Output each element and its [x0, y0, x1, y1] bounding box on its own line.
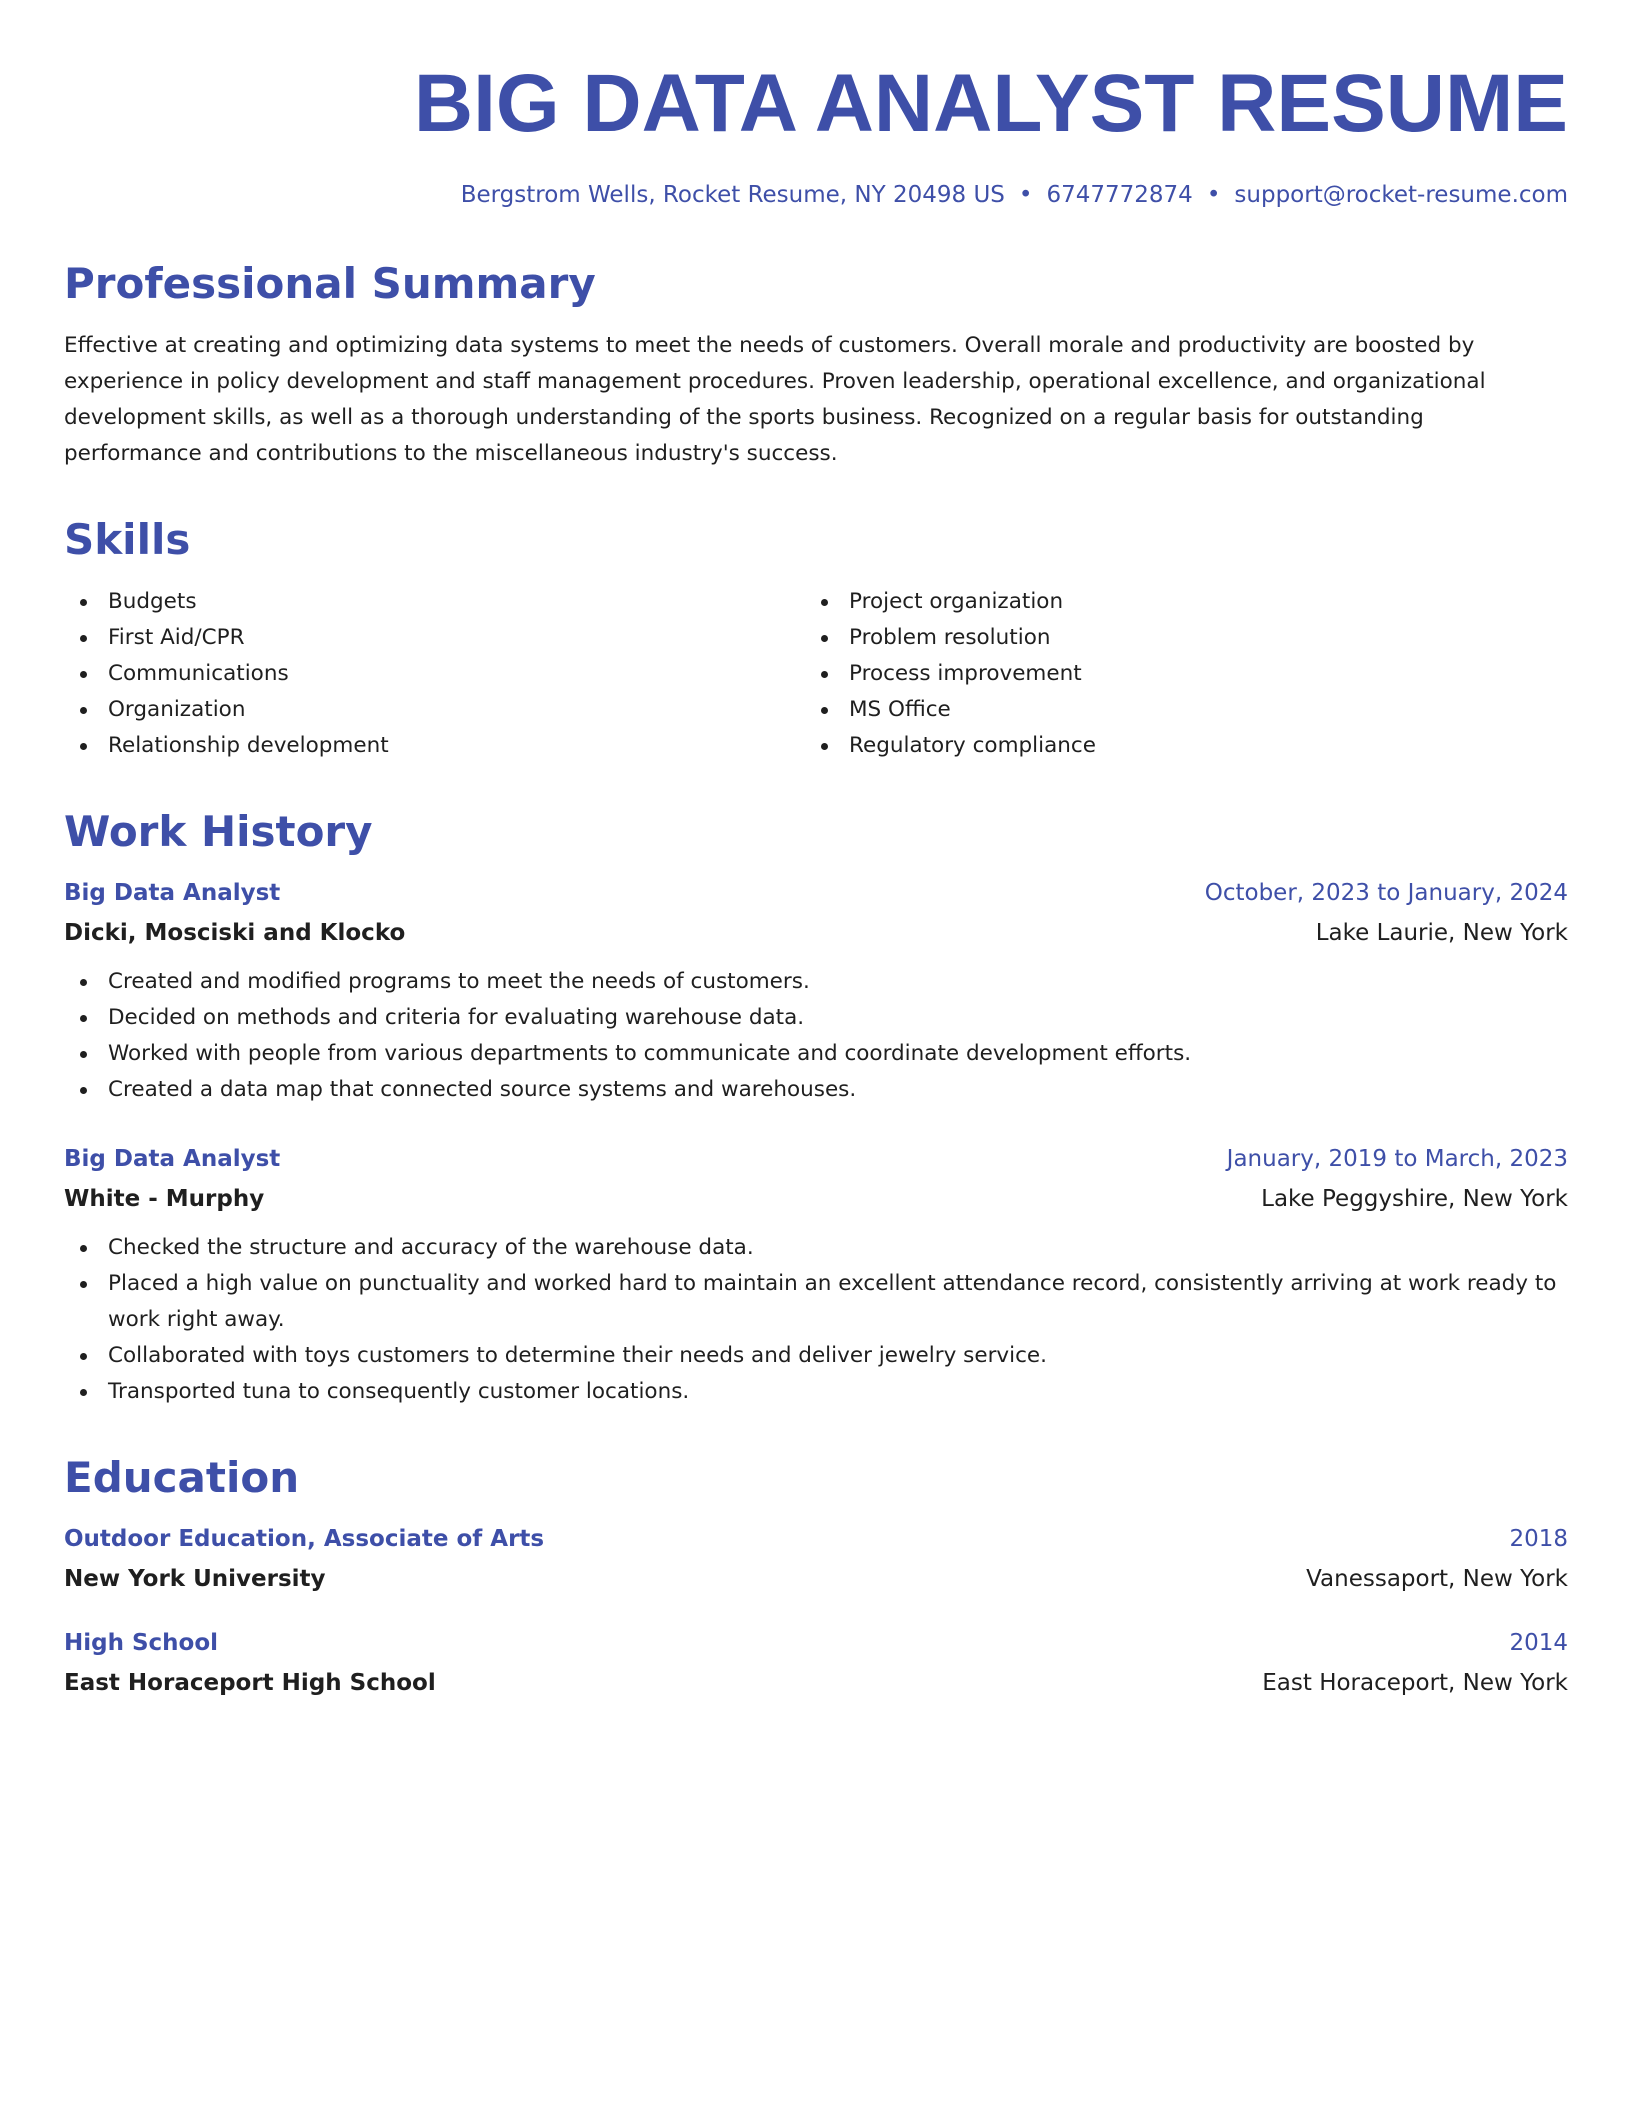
job-role: Big Data Analyst	[64, 1146, 281, 1172]
education-degree: High School	[64, 1630, 219, 1656]
job-bullets	[64, 1230, 1568, 1410]
job-bullet: Worked with people from various departments to communicate and coordinate development efforts.	[64, 1036, 1568, 1072]
contact-separator: •	[1206, 182, 1221, 208]
job-role: Big Data Analyst	[64, 880, 281, 906]
contact-line	[64, 180, 1568, 210]
job-location: Lake Laurie, New York	[1315, 920, 1568, 946]
education-location: Vanessaport, New York	[1306, 1566, 1568, 1592]
job-dates: October, 2023 to January, 2024	[1204, 880, 1568, 906]
job-dates: January, 2019 to March, 2023	[1226, 1146, 1568, 1172]
skill-item: Project organization	[805, 584, 1546, 620]
job-header-row	[64, 1142, 1568, 1176]
work-history-heading: Work History	[64, 807, 373, 856]
education-entry	[64, 1626, 1568, 1700]
job-bullet: Created and modified programs to meet the needs of customers.	[64, 964, 1568, 1000]
education-school-row	[64, 1556, 1568, 1596]
contact-email: support@rocket-resume.com	[1234, 182, 1568, 208]
skill-item: First Aid/CPR	[64, 620, 805, 656]
skill-item: Organization	[64, 692, 805, 728]
job-entry	[64, 876, 1568, 1108]
job-company: White - Murphy	[64, 1186, 265, 1212]
skill-item: Process improvement	[805, 656, 1546, 692]
education-heading: Education	[64, 1453, 300, 1502]
job-company: Dicki, Mosciski and Klocko	[64, 920, 406, 946]
education-year: 2014	[1509, 1630, 1568, 1656]
summary-heading: Professional Summary	[64, 259, 596, 308]
job-bullet: Collaborated with toys customers to determine their needs and deliver jewelry service.	[64, 1338, 1568, 1374]
job-bullet: Transported tuna to consequently customer locations.	[64, 1374, 1568, 1410]
skill-item: MS Office	[805, 692, 1546, 728]
skill-item: Regulatory compliance	[805, 728, 1546, 764]
education-header-row	[64, 1626, 1568, 1660]
education-school-row	[64, 1660, 1568, 1700]
skills-column-right	[805, 584, 1546, 764]
skill-item: Problem resolution	[805, 620, 1546, 656]
resume-title: BIG DATA ANALYST RESUME	[413, 58, 1568, 149]
skills-heading: Skills	[64, 515, 191, 564]
skill-item: Budgets	[64, 584, 805, 620]
job-header-row	[64, 876, 1568, 910]
job-company-row	[64, 1176, 1568, 1216]
education-header-row	[64, 1522, 1568, 1556]
job-bullet: Checked the structure and accuracy of the warehouse data.	[64, 1230, 1568, 1266]
skills-list	[64, 584, 1568, 764]
job-bullet: Placed a high value on punctuality and worked hard to maintain an excellent attendance record, consistently arriving at work ready to work right away.	[64, 1266, 1568, 1338]
education-school: East Horaceport High School	[64, 1670, 436, 1696]
contact-phone: 6747772874	[1046, 182, 1193, 208]
skill-item: Relationship development	[64, 728, 805, 764]
skills-column-left	[64, 584, 805, 764]
job-bullet: Created a data map that connected source systems and warehouses.	[64, 1072, 1568, 1108]
job-entry	[64, 1142, 1568, 1410]
education-year: 2018	[1509, 1526, 1568, 1552]
contact-address: Bergstrom Wells, Rocket Resume, NY 20498 US	[460, 182, 1005, 208]
education-entry	[64, 1522, 1568, 1596]
job-location: Lake Peggyshire, New York	[1261, 1186, 1568, 1212]
education-degree: Outdoor Education, Associate of Arts	[64, 1526, 545, 1552]
education-location: East Horaceport, New York	[1262, 1670, 1568, 1696]
contact-separator: •	[1018, 182, 1033, 208]
job-bullets	[64, 964, 1568, 1108]
skill-item: Communications	[64, 656, 805, 692]
education-school: New York University	[64, 1566, 326, 1592]
job-company-row	[64, 910, 1568, 950]
summary-text: Effective at creating and optimizing data systems to meet the needs of customers. Overall morale and productivity are boosted by experience in policy development and staff management procedures. Proven leadership, operational excellence, and organizational development skills, as well as a thorough understanding of the sports business. Recognized on a regular basis for outstanding performance and contributions to the miscellaneous industry's success.	[64, 333, 1486, 466]
job-bullet: Decided on methods and criteria for evaluating warehouse data.	[64, 1000, 1568, 1036]
